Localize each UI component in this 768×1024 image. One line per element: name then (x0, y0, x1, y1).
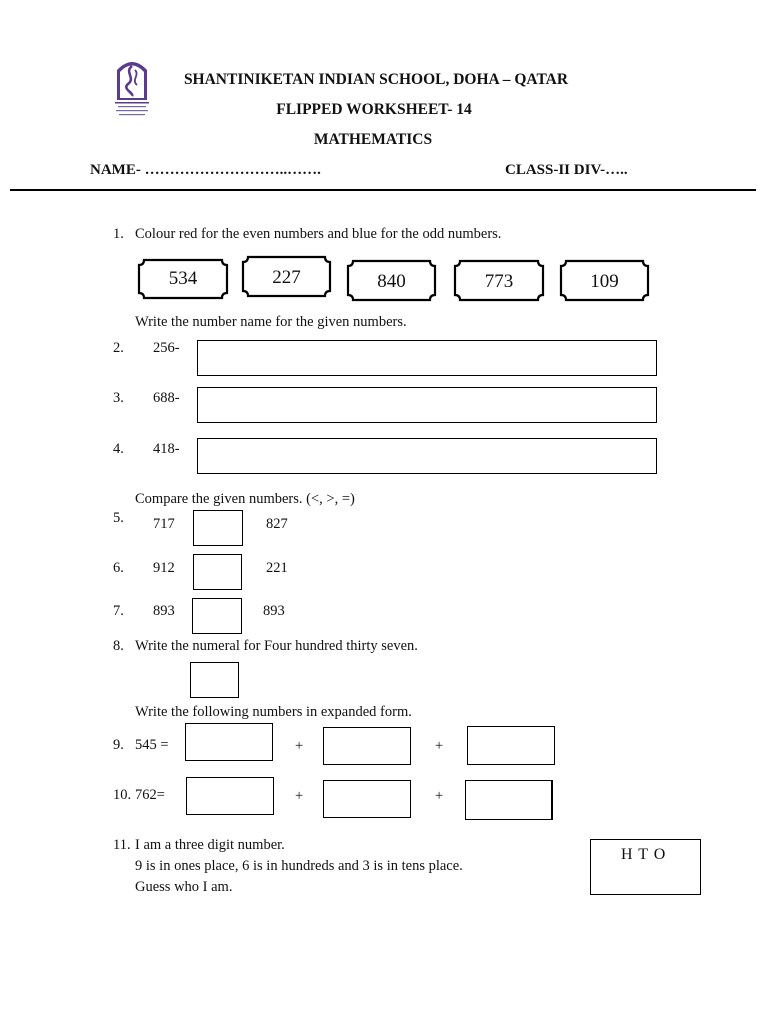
compare-right: 221 (266, 560, 288, 576)
answer-box[interactable] (197, 438, 657, 474)
answer-box[interactable] (197, 340, 657, 376)
worksheet-title: FLIPPED WORKSHEET- 14 (276, 101, 472, 118)
plus-sign: + (435, 738, 444, 754)
question-text: Write the numeral for Four hundred thirty seven. (135, 638, 418, 654)
riddle-line: 9 is in ones place, 6 is in hundreds and 3 is in tens place. (135, 858, 463, 874)
question-number: 5. (113, 510, 124, 526)
given-number: 688- (153, 390, 180, 406)
compare-box[interactable] (192, 598, 242, 634)
compare-left: 912 (153, 560, 175, 576)
question-number: 2. (113, 340, 124, 356)
plus-sign: + (435, 788, 444, 804)
compare-box[interactable] (193, 510, 243, 546)
hto-header: H T O (621, 846, 667, 863)
question-number: 9. (113, 737, 124, 753)
header-divider (10, 189, 756, 191)
given-number: 418- (153, 441, 180, 457)
number-tag-value: 840 (377, 271, 406, 292)
ones-box[interactable] (467, 726, 555, 765)
question-number: 4. (113, 441, 124, 457)
riddle-line: I am a three digit number. (135, 837, 285, 853)
number-tag (453, 259, 545, 302)
subject-title: MATHEMATICS (313, 131, 433, 148)
question-number: 7. (113, 603, 124, 619)
question-number: 3. (113, 390, 124, 406)
compare-right: 827 (266, 516, 288, 532)
riddle-line: Guess who I am. (135, 879, 233, 895)
compare-box[interactable] (193, 554, 242, 590)
hundreds-box[interactable] (185, 723, 273, 761)
school-title: SHANTINIKETAN INDIAN SCHOOL, DOHA – QATAR (183, 71, 569, 88)
compare-left: 893 (153, 603, 175, 619)
question-number: 10. (113, 787, 132, 803)
number-tag-value: 534 (168, 268, 198, 289)
question-number: 8. (113, 638, 124, 654)
question-number: 6. (113, 560, 124, 576)
answer-box[interactable] (190, 662, 239, 698)
ones-box[interactable] (465, 780, 553, 820)
number-tag (346, 259, 437, 302)
number-tag (137, 258, 229, 300)
number-tag-value: 109 (590, 271, 619, 292)
hundreds-box[interactable] (186, 777, 274, 815)
number-tag (241, 255, 332, 298)
expanded-number: 762= (135, 787, 165, 803)
instruction-text: Write the following numbers in expanded form. (135, 704, 412, 720)
given-number: 256- (153, 340, 180, 356)
question-number: 1. (113, 226, 124, 242)
number-tag-value: 227 (272, 267, 301, 288)
name-label: NAME- ………………………..……. (90, 162, 321, 178)
answer-box[interactable] (197, 387, 657, 423)
question-number: 11. (113, 837, 131, 853)
instruction-text: Compare the given numbers. (<, >, =) (135, 491, 355, 507)
number-tag-value: 773 (484, 271, 514, 292)
number-tag (559, 259, 650, 302)
instruction-text: Write the number name for the given numbers. (135, 314, 407, 330)
compare-left: 717 (153, 516, 175, 532)
compare-right: 893 (263, 603, 285, 619)
expanded-number: 545 = (135, 737, 169, 753)
plus-sign: + (295, 738, 304, 754)
class-label: CLASS-II DIV-….. (505, 162, 628, 178)
plus-sign: + (295, 788, 304, 804)
tens-box[interactable] (323, 780, 411, 818)
tens-box[interactable] (323, 727, 411, 765)
question-text: Colour red for the even numbers and blue for the odd numbers. (135, 226, 502, 242)
hto-answer-box[interactable] (590, 839, 701, 895)
